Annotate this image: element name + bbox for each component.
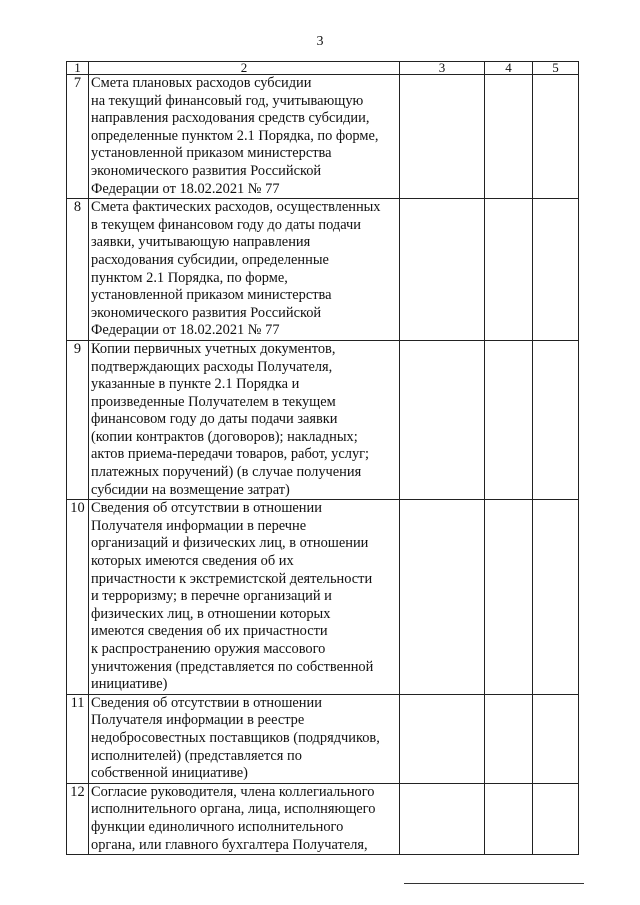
empty-cell <box>400 500 485 695</box>
empty-cell <box>400 75 485 199</box>
empty-cell <box>400 340 485 499</box>
column-header: 5 <box>533 62 579 75</box>
description-line: организаций и физических лиц, в отношении <box>91 535 369 552</box>
column-header: 3 <box>400 62 485 75</box>
row-description <box>89 199 400 341</box>
empty-cell <box>400 199 485 341</box>
description-line: произведенные Получателем в текущем <box>91 393 336 410</box>
footer-divider <box>404 883 584 884</box>
description-line: платежных поручений) (в случае получения <box>91 464 362 481</box>
description-line: Получателя информации в перечне <box>91 517 307 534</box>
description-line: (копии контрактов (договоров); накладных; <box>91 428 358 445</box>
description-line: экономического развития Российской <box>91 162 322 179</box>
row-description <box>89 340 400 499</box>
empty-cell <box>533 500 579 695</box>
column-header: 1 <box>67 62 89 75</box>
description-line: Сведения об отсутствии в отношении <box>91 500 322 517</box>
description-line: к распространению оружия массового <box>91 641 326 657</box>
description-line: направления расходования средств субсидии, <box>91 110 370 127</box>
description-line: исполнителей) (представляется по <box>91 747 302 764</box>
empty-cell <box>485 783 533 854</box>
description-line: органа, или главного бухгалтера Получателя, <box>91 836 368 853</box>
description-line: подтверждающих расходы Получателя, <box>91 358 333 375</box>
description-line: Федерации от 18.02.2021 № 77 <box>91 180 280 197</box>
table-row <box>67 783 579 854</box>
table-row <box>67 340 579 499</box>
description-line: пунктом 2.1 Порядка, по форме, <box>91 269 288 286</box>
table-row <box>67 500 579 695</box>
column-header: 4 <box>485 62 533 75</box>
empty-cell <box>533 340 579 499</box>
empty-cell <box>485 199 533 341</box>
description-line: Сведения об отсутствии в отношении <box>91 694 322 711</box>
description-line: и терроризму; в перечне организаций и <box>91 588 332 605</box>
row-description <box>89 783 400 854</box>
documents-table <box>66 61 579 855</box>
empty-cell <box>485 500 533 695</box>
row-description <box>89 500 400 695</box>
description-line: Получателя информации в реестре <box>91 712 305 729</box>
description-line: которых имеются сведения об их <box>91 553 294 570</box>
description-line: имеются сведения об их причастности <box>91 623 328 640</box>
description-line: Согласие руководителя, члена коллегиального <box>91 783 375 800</box>
description-line: исполнительного органа, лица, исполняющего <box>91 801 376 818</box>
empty-cell <box>485 75 533 199</box>
empty-cell <box>533 75 579 199</box>
row-description <box>89 75 400 199</box>
row-number: 10 <box>67 500 89 695</box>
table-header-row <box>67 62 579 75</box>
description-line: Федерации от 18.02.2021 № 77 <box>91 322 280 339</box>
description-line: субсидии на возмещение затрат) <box>91 481 290 498</box>
description-line: актов приема-передачи товаров, работ, услуг; <box>91 446 370 463</box>
table-row <box>67 199 579 341</box>
description-line: собственной инициативе) <box>91 765 248 782</box>
row-number: 7 <box>67 75 89 199</box>
description-line: указанные в пункте 2.1 Порядка и <box>91 376 300 393</box>
description-line: установленной приказом министерства <box>91 145 332 162</box>
description-line: физических лиц, в отношении которых <box>91 605 331 622</box>
row-number: 9 <box>67 340 89 499</box>
empty-cell <box>533 783 579 854</box>
description-line: финансовом году до даты подачи заявки <box>91 411 338 428</box>
table-row <box>67 75 579 199</box>
description-line: заявки, учитывающую направления <box>91 234 311 251</box>
row-description <box>89 694 400 783</box>
description-line: Смета плановых расходов субсидии <box>91 75 312 91</box>
empty-cell <box>485 340 533 499</box>
empty-cell <box>400 783 485 854</box>
description-line: Смета фактических расходов, осуществленных <box>91 199 381 216</box>
row-number: 12 <box>67 783 89 854</box>
description-line: функции единоличного исполнительного <box>91 818 344 835</box>
description-line: установленной приказом министерства <box>91 287 332 304</box>
description-line: Копии первичных учетных документов, <box>91 340 336 357</box>
empty-cell <box>485 694 533 783</box>
description-line: инициативе) <box>91 676 168 693</box>
row-number: 11 <box>67 694 89 783</box>
column-header: 2 <box>89 62 400 75</box>
description-line: причастности к экстремистской деятельности <box>91 570 373 587</box>
empty-cell <box>533 694 579 783</box>
table-row <box>67 694 579 783</box>
row-number: 8 <box>67 199 89 341</box>
description-line: определенные пунктом 2.1 Порядка, по форме, <box>91 127 379 144</box>
description-line: экономического развития Российской <box>91 304 322 321</box>
description-line: расходования субсидии, определенные <box>91 251 329 268</box>
description-line: уничтожения (представляется по собственной <box>91 658 374 675</box>
description-line: в текущем финансовом году до даты подачи <box>91 216 361 233</box>
empty-cell <box>400 694 485 783</box>
empty-cell <box>533 199 579 341</box>
page-number: 3 <box>316 34 324 49</box>
description-line: на текущий финансовый год, учитывающую <box>91 92 364 109</box>
description-line: недобросовестных поставщиков (подрядчиков, <box>91 729 380 746</box>
